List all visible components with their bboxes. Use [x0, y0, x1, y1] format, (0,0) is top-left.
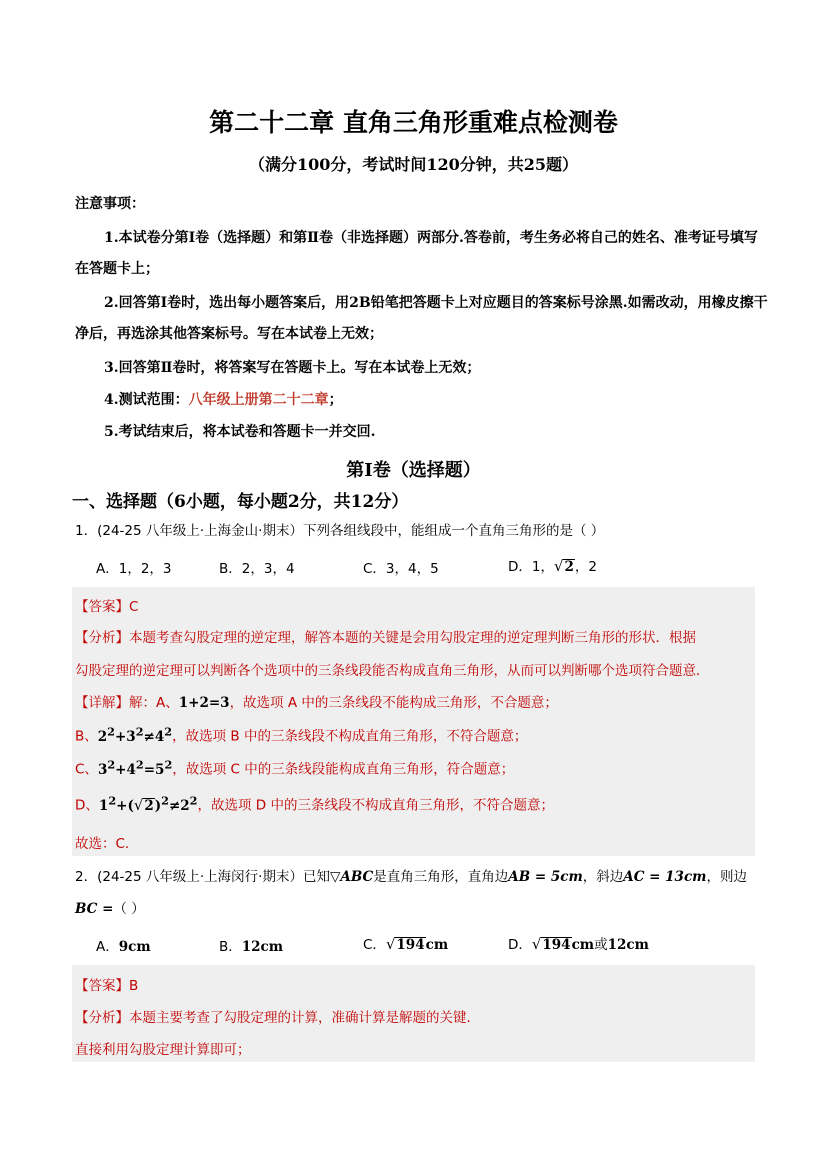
- q1-option-d-prefix: D．1，: [508, 559, 554, 575]
- q1-option-d: D．1，√2，2: [508, 557, 597, 575]
- q2-option-d-or: 或: [594, 937, 608, 953]
- q1-analysis-text-1: 本题考查勾股定理的逆定理，解答本题的关键是会用勾股定理的逆定理判断三角形的形状．根据: [129, 630, 696, 646]
- q2-answer-tag: 【答案】: [75, 978, 129, 994]
- page-title: 第二十二章 直角三角形重难点检测卷: [209, 108, 618, 137]
- notice-item-3: 3.回答第Ⅱ卷时，将答案写在答题卡上。写在本试卷上无效；: [104, 360, 481, 376]
- q2-analysis-text-1: 本题主要考查了勾股定理的计算，准确计算是解题的关键．: [129, 1010, 480, 1026]
- notice-item-1-line-2: 在答题卡上；: [75, 261, 159, 277]
- group-title: 一、选择题（6小题，每小题2分，共12分）: [72, 492, 409, 512]
- q1-option-d-suffix: ，2: [574, 559, 597, 575]
- q2-option-a-value: 9cm: [118, 939, 151, 955]
- q2-bc: BC =: [75, 901, 114, 917]
- q1-detail-a-text: ，故选项 A 中的三条线段不能构成三角形，不合题意；: [229, 695, 558, 711]
- q2-option-a-label: A．: [96, 939, 119, 955]
- q2-stem-prefix: 2．(24-25 八年级上·上海闵行·期末）已知: [75, 869, 330, 885]
- q2-stem-mid-1: 是直角三角形，直角边: [373, 869, 509, 885]
- q1-detail-d-prefix: D、: [75, 797, 99, 814]
- notice-heading: 注意事项：: [75, 196, 145, 212]
- q2-option-d-radicand: 194: [542, 937, 571, 953]
- q1-detail-a-math: 1+2=3: [178, 695, 230, 711]
- notice-item-1-line-1: 1.本试卷分第Ⅰ卷（选择题）和第Ⅱ卷（非选择题）两部分.答卷前，考生务必将自己的姓名、准考证号填写: [104, 230, 758, 246]
- q2-option-a: [96, 935, 151, 955]
- q2-answer: [75, 974, 138, 994]
- q1-option-a: A．1，2，3: [96, 561, 172, 577]
- q2-stem-line-2: [75, 897, 145, 917]
- page-subtitle: （满分100分，考试时间120分钟，共25题）: [248, 155, 579, 174]
- q1-analysis-line-2: 勾股定理的逆定理可以判断各个选项中的三条线段能否构成直角三角形，从而可以判断哪个选项符合题意．: [75, 663, 710, 679]
- q1-detail-a-prefix: 解：A、: [129, 695, 179, 711]
- q2-option-d-unit: cm: [571, 937, 595, 953]
- q1-option-d-radicand: 2: [564, 559, 574, 575]
- q2-answer-value: B: [129, 978, 139, 994]
- q1-detail-b-text: ，故选项 B 中的三条线段不构成直角三角形，不符合题意；: [172, 728, 528, 745]
- notice-item-2-line-1: 2.回答第Ⅰ卷时，选出每小题答案后，用2B铅笔把答题卡上对应题目的答案标号涂黑.如需改动，用橡皮擦干: [104, 295, 768, 311]
- notice-item-4-prefix: 4.测试范围：: [104, 392, 189, 408]
- notice-item-2-line-2: 净后，再选涂其他答案标号。写在本试卷上无效；: [75, 326, 383, 342]
- notice-item-5: 5.考试结束后，将本试卷和答题卡一并交回.: [104, 424, 376, 440]
- q1-analysis-line-1: [75, 626, 696, 646]
- q2-option-b-label: B．: [219, 939, 242, 955]
- q1-detail-d: [75, 793, 554, 814]
- q1-option-c: C．3，4，5: [363, 561, 439, 577]
- q1-answer-value: C: [129, 599, 139, 615]
- q1-option-b: B．2，3，4: [219, 561, 295, 577]
- q2-option-d: D．√194cm或12cm: [508, 935, 649, 953]
- q2-option-c: C．√194cm: [363, 935, 449, 953]
- notice-item-4-scope: 八年级上册第二十二章: [188, 392, 329, 408]
- q2-option-c-label: C．: [363, 937, 386, 953]
- q2-option-d-label: D．: [508, 937, 532, 953]
- q2-analysis-line-2: 直接利用勾股定理计算即可；: [75, 1042, 251, 1058]
- q1-detail-a: [75, 691, 558, 711]
- q1-detail-b: [75, 724, 527, 745]
- q1-detail-tag: 【详解】: [75, 695, 129, 711]
- q2-option-d-alt: 12cm: [607, 937, 649, 953]
- q1-detail-d-math: $1^2+(√2)^2\ne 2^2$: [98, 793, 198, 814]
- q2-option-b: [219, 935, 283, 955]
- q2-option-c-radicand: 194: [396, 937, 425, 953]
- q2-stem-mid-2: ，斜边: [582, 869, 624, 885]
- q1-answer: [75, 595, 138, 615]
- q2-triangle: ▽ABC: [329, 869, 374, 885]
- q1-detail-c-prefix: C、: [75, 761, 98, 778]
- q2-option-b-value: 12cm: [241, 939, 284, 955]
- q1-stem: 1．(24-25 八年级上·上海金山·期末）下列各组线段中，能组成一个直角三角形的是（ ）: [75, 523, 605, 539]
- q2-analysis-tag: 【分析】: [75, 1010, 129, 1026]
- q2-option-c-unit: cm: [425, 937, 449, 953]
- q1-detail-c: [75, 757, 514, 778]
- q1-detail-b-math: $2^2+3^2\ne 4^2$: [97, 724, 173, 745]
- q1-answer-tag: 【答案】: [75, 599, 129, 615]
- q1-detail-c-math: $3^2+4^2=5^2$: [97, 757, 173, 778]
- q2-paren: （ ）: [113, 901, 145, 917]
- q1-detail-c-text: ，故选项 C 中的三条线段能构成直角三角形，符合题意；: [172, 761, 515, 778]
- q2-ab: AB = 5cm: [508, 869, 583, 885]
- section-title: 第Ⅰ卷（选择题）: [346, 460, 481, 481]
- q1-detail-b-prefix: B、: [75, 728, 98, 745]
- q1-analysis-tag: 【分析】: [75, 630, 129, 646]
- notice-item-4-suffix: ；: [328, 392, 343, 408]
- q1-conclusion: 故选：C.: [75, 836, 130, 852]
- notice-item-4: [104, 389, 343, 409]
- q2-analysis-line-1: [75, 1006, 480, 1026]
- q2-stem: [75, 865, 747, 885]
- q2-ac: AC = 13cm: [623, 869, 707, 885]
- q2-stem-suffix: ，则边: [706, 869, 747, 885]
- q1-detail-d-text: ，故选项 D 中的三条线段不构成直角三角形，不符合题意；: [197, 797, 554, 814]
